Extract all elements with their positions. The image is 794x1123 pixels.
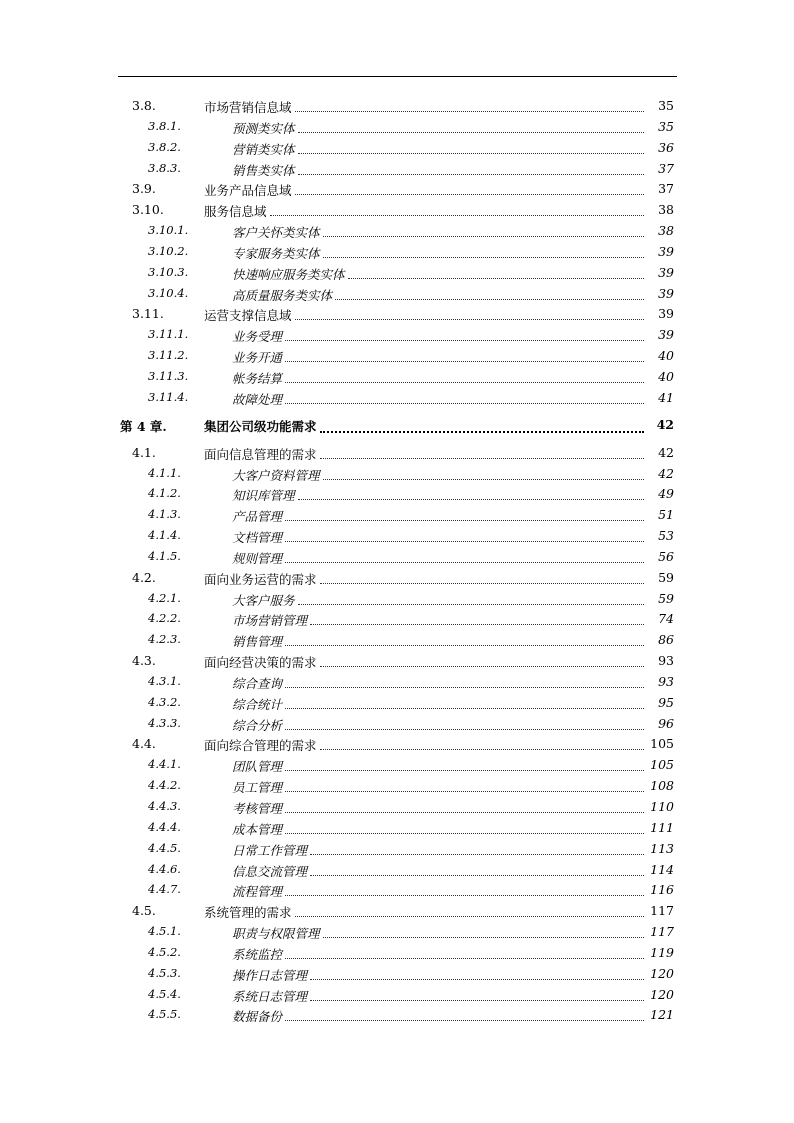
toc-dot-leader xyxy=(285,800,644,813)
toc-entry-number: 3.11. xyxy=(132,306,164,322)
toc-dot-leader xyxy=(323,467,644,480)
toc-entry-number: 3.11.1. xyxy=(148,327,189,342)
toc-entry[interactable] xyxy=(0,414,794,439)
toc-entry-page: 120 xyxy=(650,965,674,981)
toc-entry-title: 团队管理 xyxy=(232,759,283,775)
toc-entry-page: 37 xyxy=(658,160,674,176)
toc-entry[interactable] xyxy=(0,345,794,366)
toc-entry-page: 42 xyxy=(658,465,674,481)
toc-dot-leader xyxy=(285,391,644,404)
toc-entry-number: 4.4.3. xyxy=(148,799,181,813)
toc-entry-number: 4.5. xyxy=(132,903,156,919)
toc-dot-leader xyxy=(298,592,644,605)
toc-entry-title: 高质量服务类实体 xyxy=(232,287,333,303)
toc-entry-title: 面向经营决策的需求 xyxy=(204,655,317,671)
toc-entry[interactable] xyxy=(0,220,794,241)
toc-entry-page: 51 xyxy=(658,507,674,523)
toc-dot-leader xyxy=(295,182,644,195)
toc-dot-leader xyxy=(323,925,644,938)
toc-entry[interactable] xyxy=(0,754,794,775)
toc-dot-leader xyxy=(285,328,644,341)
toc-entry-title: 数据备份 xyxy=(232,1009,283,1025)
toc-entry-title: 客户关怀类实体 xyxy=(232,225,320,241)
toc-entry-page: 36 xyxy=(658,139,674,155)
toc-entry[interactable] xyxy=(0,504,794,525)
toc-entry[interactable] xyxy=(0,178,794,199)
toc-entry-number: 4.3. xyxy=(132,653,156,669)
toc-entry-page: 108 xyxy=(650,778,674,794)
toc-entry-title: 知识库管理 xyxy=(232,488,295,504)
toc-entry[interactable] xyxy=(0,324,794,345)
toc-entry[interactable] xyxy=(0,366,794,387)
toc-entry-page: 39 xyxy=(658,264,674,280)
toc-entry-title: 综合分析 xyxy=(232,717,283,733)
toc-entry-title: 操作日志管理 xyxy=(232,967,308,983)
toc-entry-page: 93 xyxy=(658,653,674,669)
toc-entry-title: 考核管理 xyxy=(232,801,283,816)
toc-dot-leader xyxy=(320,654,644,667)
toc-entry[interactable] xyxy=(0,525,794,546)
toc-entry[interactable] xyxy=(0,387,794,408)
toc-entry-number: 3.10. xyxy=(132,202,164,218)
toc-entry[interactable] xyxy=(0,1004,794,1025)
toc-dot-leader xyxy=(285,675,644,688)
toc-dot-leader xyxy=(285,1008,644,1021)
toc-entry-number: 4.1.4. xyxy=(148,528,181,543)
toc-entry-page: 110 xyxy=(650,799,674,814)
toc-entry-number: 4.1.2. xyxy=(148,486,181,501)
toc-entry-number: 3.10.4. xyxy=(148,285,189,300)
toc-entry-number: 3.11.2. xyxy=(148,348,189,363)
toc-entry-page: 117 xyxy=(650,903,674,919)
toc-entry[interactable] xyxy=(0,796,794,817)
toc-entry-page: 117 xyxy=(650,924,674,940)
toc-dot-leader xyxy=(320,419,644,433)
toc-entry-page: 105 xyxy=(650,757,674,773)
toc-entry-number: 4.5.3. xyxy=(148,965,181,980)
toc-entry-page: 74 xyxy=(658,611,674,627)
toc-entry-number: 3.11.3. xyxy=(148,368,189,383)
toc-entry-number: 4.1.3. xyxy=(148,507,181,522)
toc-entry-page: 53 xyxy=(658,528,674,544)
toc-entry-number: 4.2. xyxy=(132,569,156,585)
toc-entry-title: 大客户服务 xyxy=(232,592,295,608)
toc-entry-title: 流程管理 xyxy=(232,884,283,900)
toc-entry-title: 员工管理 xyxy=(232,780,283,796)
toc-entry[interactable] xyxy=(0,817,794,838)
toc-entry[interactable] xyxy=(0,921,794,942)
toc-dot-leader xyxy=(310,612,644,625)
toc-entry-number: 4.1. xyxy=(132,444,156,460)
toc-entry[interactable] xyxy=(0,900,794,921)
toc-entry[interactable] xyxy=(0,984,794,1005)
toc-dot-leader xyxy=(295,99,644,112)
toc-entry-page: 113 xyxy=(650,840,674,856)
toc-entry-title: 面向业务运营的需求 xyxy=(204,571,317,587)
toc-entry-page: 40 xyxy=(658,348,674,364)
toc-entry-number: 4.4.4. xyxy=(148,819,181,834)
toc-dot-leader xyxy=(285,779,644,792)
toc-entry-page: 40 xyxy=(658,368,674,384)
toc-entry[interactable] xyxy=(0,963,794,984)
toc-dot-leader xyxy=(310,988,644,1001)
toc-entry-title: 销售类实体 xyxy=(232,162,295,178)
toc-entry[interactable] xyxy=(0,463,794,484)
toc-entry-number: 4.2.3. xyxy=(148,632,181,647)
toc-entry[interactable] xyxy=(0,588,794,609)
toc-entry[interactable] xyxy=(0,158,794,179)
toc-dot-leader xyxy=(285,370,644,383)
toc-dot-leader xyxy=(285,946,644,959)
toc-entry[interactable] xyxy=(0,879,794,900)
toc-entry-number: 4.5.4. xyxy=(148,986,181,1001)
toc-dot-leader xyxy=(270,203,644,216)
toc-entry[interactable] xyxy=(0,442,794,463)
toc-dot-leader xyxy=(310,967,644,980)
toc-entry-page: 96 xyxy=(658,715,674,731)
toc-entry-title: 预测类实体 xyxy=(232,120,295,136)
toc-entry-page: 39 xyxy=(658,243,674,259)
toc-entry-number: 4.5.1. xyxy=(148,924,181,939)
toc-entry-page: 39 xyxy=(658,327,674,343)
toc-entry-page: 37 xyxy=(658,181,674,197)
toc-entry-page: 39 xyxy=(658,306,674,322)
toc-entry-title: 综合统计 xyxy=(232,696,283,712)
toc-dot-leader xyxy=(295,307,644,320)
toc-entry-title: 日常工作管理 xyxy=(232,842,308,858)
toc-dot-leader xyxy=(320,446,644,459)
toc-dot-leader xyxy=(285,821,644,834)
toc-entry[interactable] xyxy=(0,859,794,880)
toc-entry-number: 3.10.2. xyxy=(148,243,189,258)
toc-entry-page: 111 xyxy=(650,819,674,835)
toc-entry-number: 3.11.4. xyxy=(148,389,189,404)
toc-entry-number: 4.3.2. xyxy=(148,694,181,709)
toc-dot-leader xyxy=(285,883,644,896)
toc-entry[interactable] xyxy=(0,137,794,158)
toc-entry-title: 帐务结算 xyxy=(232,370,283,386)
toc-dot-leader xyxy=(285,550,644,563)
toc-entry-title: 集团公司级功能需求 xyxy=(204,418,317,434)
toc-entry-title: 市场营销管理 xyxy=(232,613,308,629)
toc-entry-page: 86 xyxy=(658,632,674,648)
toc-entry-number: 3.9. xyxy=(132,181,156,197)
toc-entry-page: 120 xyxy=(650,986,674,1002)
toc-entry[interactable] xyxy=(0,608,794,629)
toc-dot-leader xyxy=(320,737,644,750)
toc-entry-title: 产品管理 xyxy=(232,509,283,525)
toc-entry-page: 35 xyxy=(658,98,674,113)
toc-entry-title: 系统管理的需求 xyxy=(204,905,292,921)
toc-dot-leader xyxy=(285,696,644,709)
toc-entry[interactable] xyxy=(0,671,794,692)
toc-entry-title: 规则管理 xyxy=(232,550,283,566)
toc-dot-leader xyxy=(298,120,644,133)
toc-entry[interactable] xyxy=(0,713,794,734)
toc-entry[interactable] xyxy=(0,283,794,304)
toc-entry-title: 快速响应服务类实体 xyxy=(232,266,345,282)
toc-dot-leader xyxy=(298,162,644,175)
toc-entry-number: 3.8.2. xyxy=(148,139,181,154)
toc-entry[interactable] xyxy=(0,838,794,859)
toc-dot-leader xyxy=(285,758,644,771)
toc-entry-title: 职责与权限管理 xyxy=(232,926,320,942)
toc-entry-title: 大客户资料管理 xyxy=(232,467,320,483)
toc-entry-title: 业务受理 xyxy=(232,329,283,345)
toc-entry-number: 4.5.5. xyxy=(148,1007,181,1022)
toc-entry-number: 4.5.2. xyxy=(148,944,181,959)
toc-entry-number: 4.1.1. xyxy=(148,465,181,480)
toc-entry-number: 4.3.1. xyxy=(148,673,181,688)
toc-entry-number: 4.3.3. xyxy=(148,715,181,730)
toc-entry-title: 故障处理 xyxy=(232,391,283,407)
toc-entry[interactable] xyxy=(0,567,794,588)
toc-entry-page: 59 xyxy=(658,569,674,585)
toc-entry-number: 4.2.2. xyxy=(148,611,181,626)
toc-entry-page: 93 xyxy=(658,673,674,689)
toc-entry[interactable] xyxy=(0,650,794,671)
toc-entry-title: 销售管理 xyxy=(232,634,283,650)
toc-entry[interactable] xyxy=(0,733,794,754)
toc-dot-leader xyxy=(310,863,644,876)
table-of-contents xyxy=(0,95,794,1025)
toc-entry-title: 面向综合管理的需求 xyxy=(204,738,317,754)
toc-entry[interactable] xyxy=(0,116,794,137)
toc-entry-number: 4.4. xyxy=(132,736,156,752)
toc-entry-page: 38 xyxy=(658,202,674,218)
toc-entry-number: 4.4.5. xyxy=(148,840,181,855)
toc-entry-title: 系统监控 xyxy=(232,946,283,962)
toc-entry[interactable] xyxy=(0,262,794,283)
toc-entry-page: 56 xyxy=(658,548,674,564)
toc-dot-leader xyxy=(323,245,644,258)
toc-entry-title: 综合查询 xyxy=(232,675,283,691)
toc-dot-leader xyxy=(285,633,644,646)
toc-dot-leader xyxy=(348,266,644,279)
toc-entry-title: 市场营销信息域 xyxy=(204,100,292,115)
toc-entry-page: 114 xyxy=(650,861,674,877)
toc-entry[interactable] xyxy=(0,942,794,963)
toc-entry[interactable] xyxy=(0,303,794,324)
toc-entry-number: 4.1.5. xyxy=(148,548,181,563)
toc-entry-page: 41 xyxy=(658,389,674,405)
toc-dot-leader xyxy=(285,349,644,362)
toc-dot-leader xyxy=(285,508,644,521)
toc-entry[interactable] xyxy=(0,199,794,220)
header-rule xyxy=(118,76,677,77)
toc-entry-title: 信息交流管理 xyxy=(232,863,308,879)
toc-entry-title: 运营支撑信息域 xyxy=(204,308,292,324)
toc-entry-number: 3.8.1. xyxy=(148,118,181,133)
toc-entry-number: 3.10.3. xyxy=(148,264,189,279)
toc-entry-page: 116 xyxy=(650,882,674,898)
toc-entry-title: 业务开通 xyxy=(232,350,283,366)
toc-dot-leader xyxy=(320,571,644,584)
toc-dot-leader xyxy=(285,529,644,542)
toc-entry-number: 4.4.7. xyxy=(148,882,181,897)
toc-entry-number: 4.4.2. xyxy=(148,778,181,793)
toc-entry-title: 面向信息管理的需求 xyxy=(204,446,317,462)
toc-entry-page: 95 xyxy=(658,694,674,710)
toc-entry-number: 4.4.6. xyxy=(148,861,181,876)
toc-entry[interactable] xyxy=(0,95,794,116)
toc-entry-page: 49 xyxy=(658,486,674,502)
toc-entry-title: 专家服务类实体 xyxy=(232,245,320,261)
toc-entry-page: 38 xyxy=(658,223,674,239)
toc-dot-leader xyxy=(335,287,644,300)
toc-entry-number: 3.8. xyxy=(132,98,156,113)
toc-entry-number: 3.10.1. xyxy=(148,223,189,238)
toc-entry-page: 39 xyxy=(658,285,674,301)
toc-entry-page: 119 xyxy=(650,944,674,960)
toc-entry-title: 系统日志管理 xyxy=(232,988,308,1004)
toc-entry[interactable] xyxy=(0,483,794,504)
toc-entry-title: 文档管理 xyxy=(232,530,283,546)
toc-entry-number: 4.4.1. xyxy=(148,757,181,772)
toc-entry[interactable] xyxy=(0,692,794,713)
toc-entry[interactable] xyxy=(0,629,794,650)
toc-entry-page: 42 xyxy=(656,416,674,432)
toc-entry[interactable] xyxy=(0,241,794,262)
toc-entry-title: 营销类实体 xyxy=(232,141,295,157)
toc-entry-number: 4.2.1. xyxy=(148,590,181,605)
toc-dot-leader xyxy=(298,141,644,154)
toc-entry-page: 42 xyxy=(658,444,674,460)
toc-dot-leader xyxy=(310,842,644,855)
toc-entry-number: 第 4 章. xyxy=(120,418,167,434)
toc-entry-number: 3.8.3. xyxy=(148,160,181,175)
toc-entry-page: 35 xyxy=(658,118,674,134)
toc-entry[interactable] xyxy=(0,775,794,796)
toc-dot-leader xyxy=(298,487,644,500)
toc-dot-leader xyxy=(285,717,644,730)
toc-entry-page: 121 xyxy=(650,1007,674,1023)
toc-dot-leader xyxy=(323,224,644,237)
toc-entry-page: 59 xyxy=(658,590,674,606)
toc-entry-page: 105 xyxy=(650,736,674,752)
toc-dot-leader xyxy=(295,904,644,917)
toc-entry[interactable] xyxy=(0,546,794,567)
toc-entry-title: 成本管理 xyxy=(232,821,283,837)
toc-entry-title: 服务信息域 xyxy=(204,204,267,220)
toc-entry-title: 业务产品信息域 xyxy=(204,183,292,199)
